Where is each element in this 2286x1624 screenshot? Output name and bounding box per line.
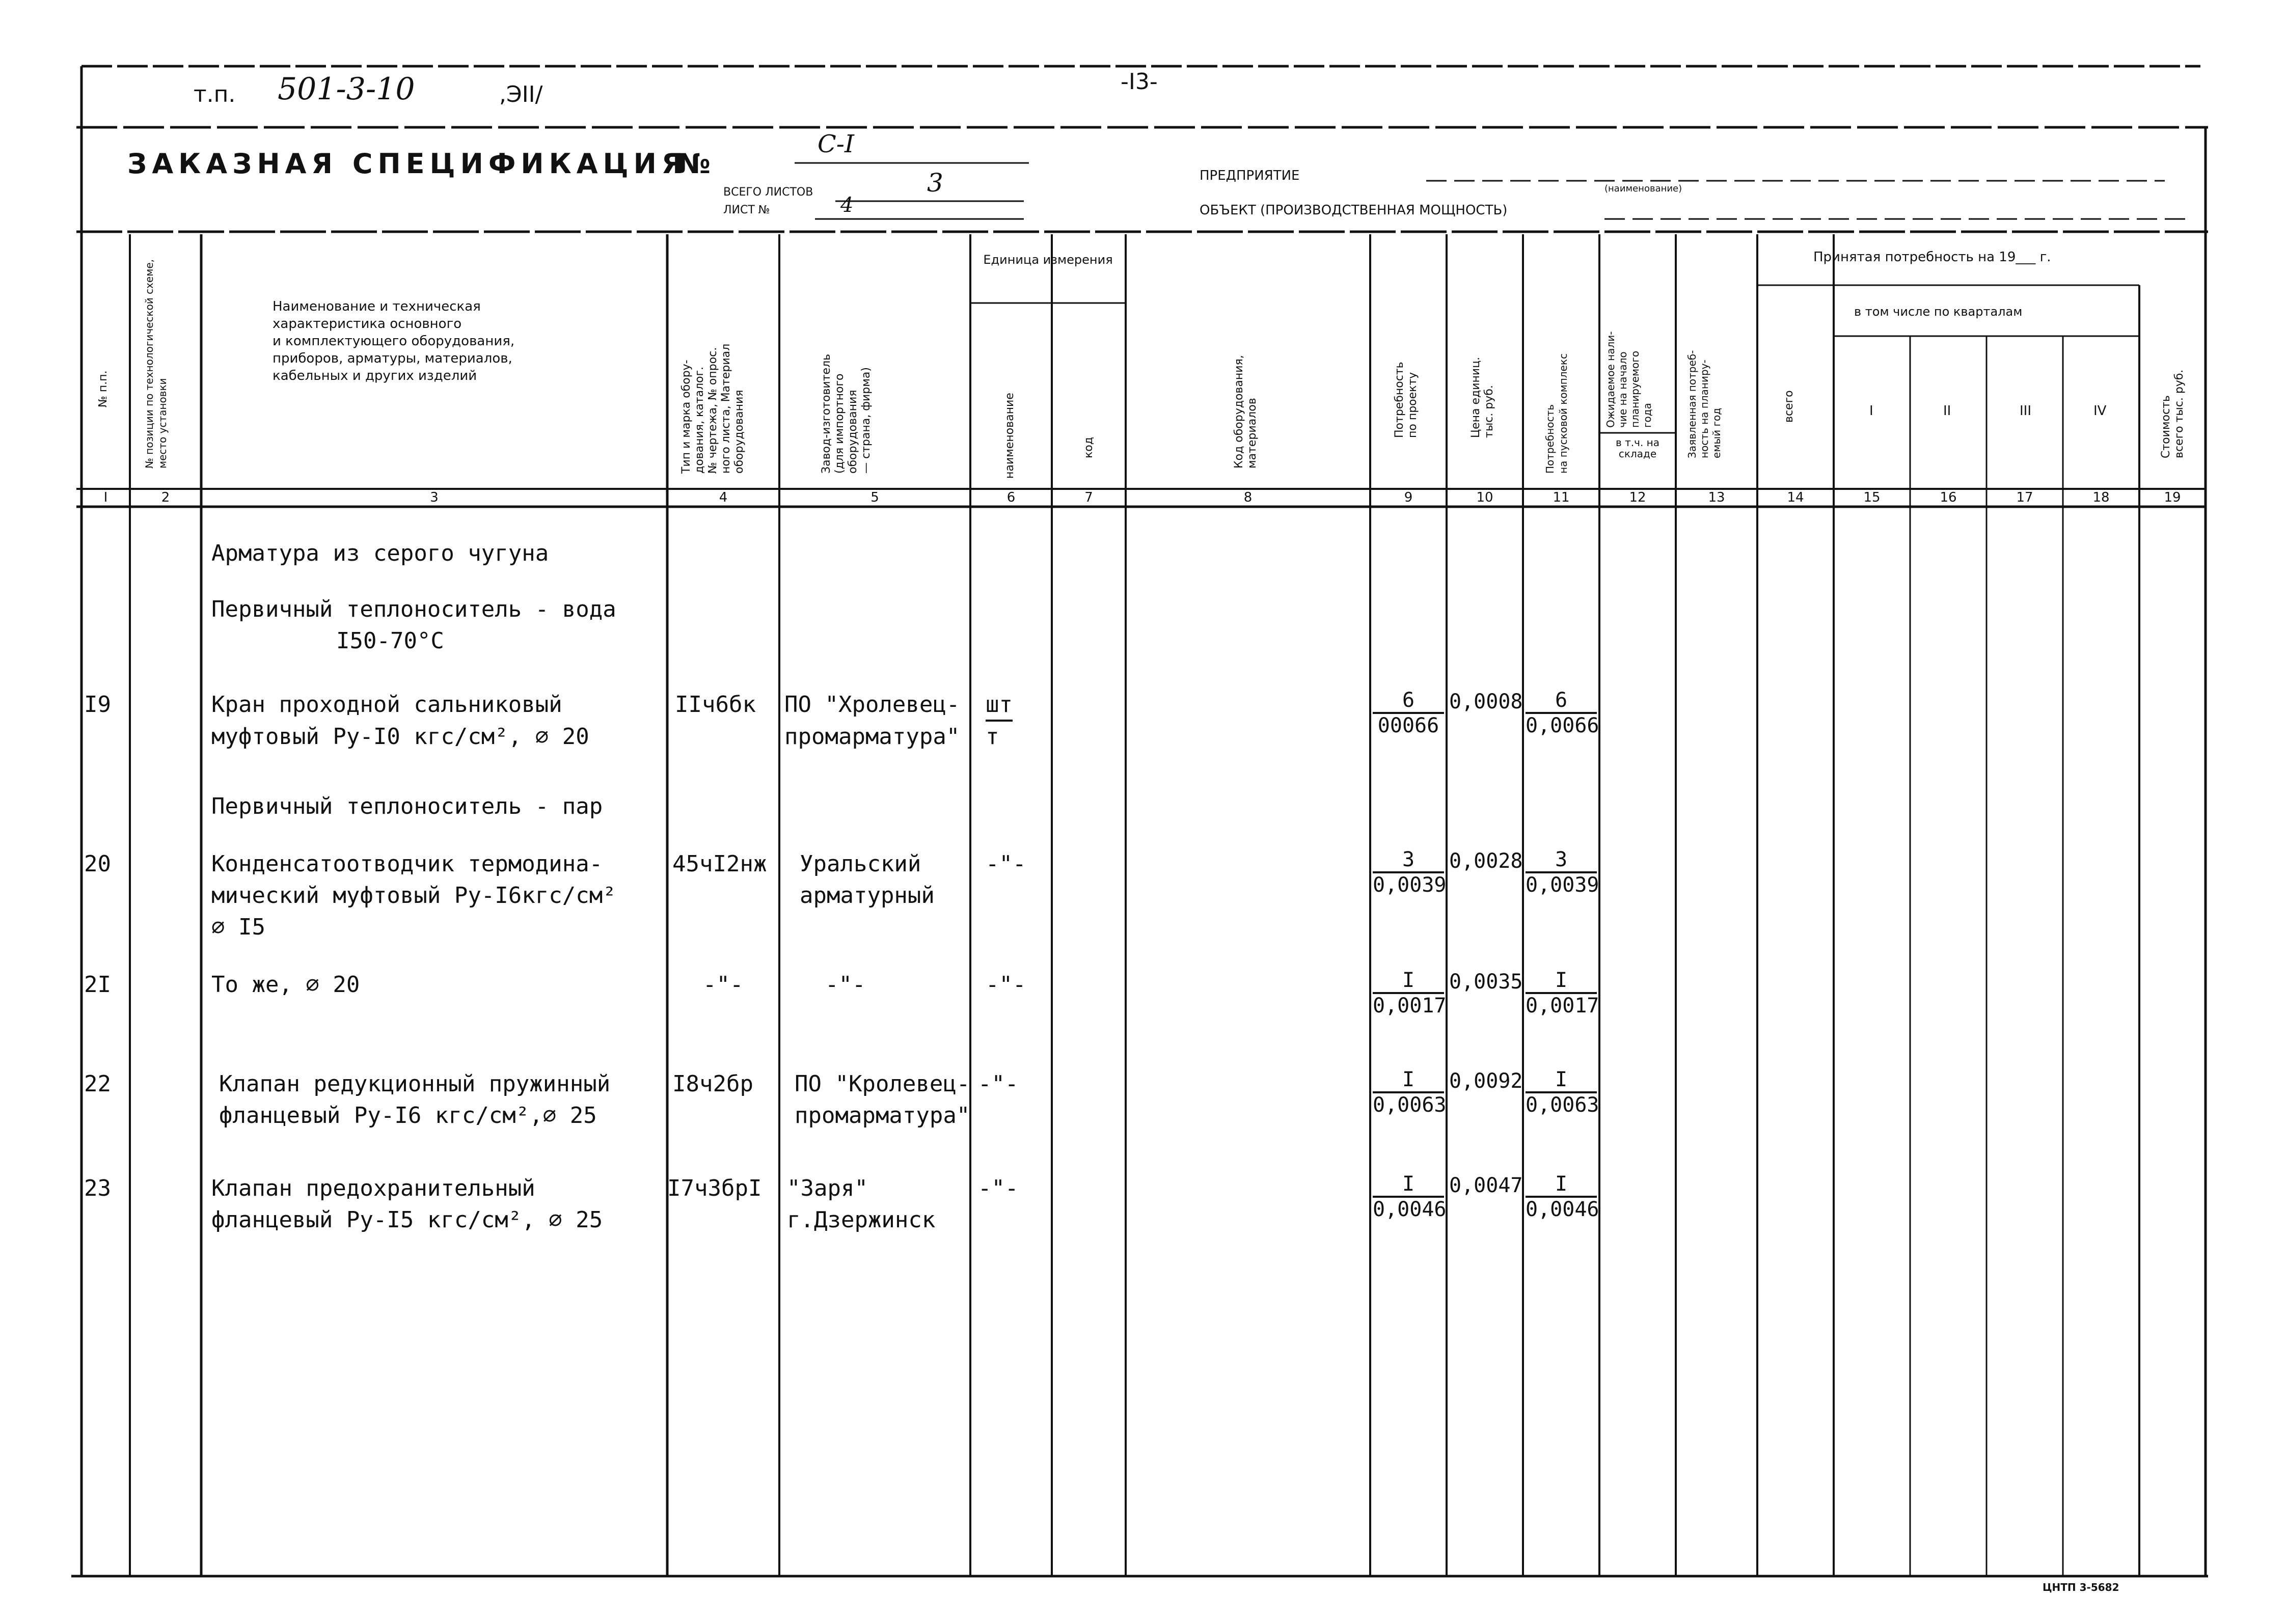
- item-maker-line: ПО "Хролевец-: [784, 692, 960, 718]
- col-header-q2: II: [1943, 403, 1951, 419]
- item-maker-line: промарматура": [795, 1103, 970, 1128]
- row-number: 20: [84, 851, 111, 877]
- col-header-8: Код оборудования, материалов: [1233, 355, 1259, 469]
- tp-suffix: ,ЭII/: [499, 81, 543, 107]
- tp-label: т.п.: [194, 81, 236, 107]
- col-number: 16: [1940, 490, 1957, 505]
- item-name-line: Клапан предохранительный: [211, 1175, 535, 1201]
- tp-number: 501-3-10: [278, 71, 415, 107]
- col-number: 9: [1404, 490, 1413, 505]
- col-header-unit-group: Единица измерения: [983, 253, 1113, 267]
- item-name-line: Кран проходной сальниковый: [211, 692, 562, 718]
- col-number: 19: [2164, 490, 2181, 505]
- total-sheets: 3: [927, 168, 943, 198]
- spec-title: ЗАКАЗНАЯ СПЕЦИФИКАЦИЯ: [127, 148, 688, 180]
- item-unit-sub: т: [986, 724, 999, 750]
- item-maker-line: арматурный: [800, 883, 935, 909]
- col-header-6: наименование: [1003, 393, 1016, 479]
- col-header-11: Потребность на пусковой комплекс: [1544, 353, 1569, 474]
- col-number: 18: [2092, 490, 2110, 505]
- item-price: 0,0092: [1449, 1069, 1523, 1093]
- item-type: I8ч2бр: [672, 1071, 753, 1097]
- col-header-10: Цена единиц. тыс. руб.: [1469, 356, 1495, 438]
- col-number: 12: [1629, 490, 1646, 505]
- col-header-9: Потребность по проекту: [1393, 362, 1419, 438]
- col-header-2: № позиции по технологической схеме, место установки: [143, 259, 169, 469]
- col-header-19: Стоимость всего тыс. руб.: [2160, 369, 2186, 458]
- col-header-q4: IV: [2093, 403, 2107, 419]
- total-sheets-label: ВСЕГО ЛИСТОВ: [723, 186, 813, 199]
- need-fraction: $\frac{I}{0,0063}$: [1373, 1068, 1447, 1117]
- row-number: 23: [84, 1175, 111, 1201]
- start-fraction: $\frac{I}{0,0063}$: [1526, 1068, 1599, 1117]
- col-header-5: Завод-изготовитель (для импортного оборудования — страна, фирма): [820, 353, 873, 474]
- row-number: 2I: [84, 972, 111, 998]
- item-unit: -"-: [978, 1071, 1019, 1097]
- col-header-12: Ожидаемое нали- чие на начало планируемого года: [1604, 331, 1653, 428]
- col-number: 2: [161, 490, 170, 505]
- row-number: I9: [84, 692, 111, 718]
- row-number: 22: [84, 1071, 111, 1097]
- col-number: 3: [430, 490, 439, 505]
- section-heading: Первичный теплоноситель - пар: [211, 793, 603, 819]
- item-name-line: ∅ I5: [211, 914, 265, 940]
- item-type: -"-: [703, 972, 744, 998]
- start-fraction: $\frac{I}{0,0017}$: [1526, 969, 1599, 1017]
- item-name-line: фланцевый Ру-I6 кгс/см²,∅ 25: [219, 1103, 597, 1128]
- col-header-1: № п.п.: [97, 370, 110, 407]
- col-header-4: Тип и марка обору- дования, каталог. № чертежа, № опрос. ного листа, Материал оборудования: [680, 343, 746, 474]
- col-header-7: код: [1082, 437, 1095, 458]
- item-maker-line: Уральский: [800, 851, 921, 877]
- need-fraction: $\frac{I}{0,0017}$: [1373, 969, 1447, 1017]
- start-fraction: $\frac{3}{0,0039}$: [1526, 848, 1599, 897]
- item-type: I7ч3брI: [667, 1175, 762, 1201]
- col-header-13: Заявленная потреб- ность на планиру- емый год: [1686, 350, 1723, 458]
- item-price: 0,0047: [1449, 1174, 1523, 1197]
- section-heading: Первичный теплоноситель - вода: [211, 596, 616, 622]
- col-number: 7: [1084, 490, 1093, 505]
- col-number: 17: [2016, 490, 2033, 505]
- item-name-line: муфтовый Ру-I0 кгс/см², ∅ 20: [211, 724, 589, 750]
- item-maker-line: промарматура": [784, 724, 960, 750]
- col-number: 6: [1006, 490, 1016, 505]
- item-name-line: Конденсатоотводчик термодина-: [211, 851, 603, 877]
- item-price: 0,0008: [1449, 690, 1523, 713]
- section-heading: Арматура из серого чугуна: [211, 540, 549, 566]
- page-number: -I3-: [1121, 69, 1158, 95]
- spec-number: С-I: [818, 130, 854, 158]
- col-number: 11: [1553, 490, 1570, 505]
- object-label: ОБЪЕКТ (ПРОИЗВОДСТВЕННАЯ МОЩНОСТЬ): [1200, 203, 1508, 218]
- footer-code: ЦНТП 3-5682: [2043, 1581, 2119, 1593]
- item-maker-line: -"-: [825, 972, 866, 998]
- col-header-3: Наименование и техническая характеристика основного и комплектующего оборудования, приборов, арматуры, материалов, кабельных и других изделий: [273, 299, 515, 383]
- item-unit: -"-: [986, 851, 1026, 877]
- item-name-line: Клапан редукционный пружинный: [219, 1071, 611, 1097]
- sheet-number: 4: [840, 194, 854, 217]
- start-fraction: $\frac{6}{0,0066}$: [1526, 689, 1599, 737]
- section-heading-temp: I50-70°С: [336, 628, 444, 654]
- item-maker-line: г.Дзержинск: [787, 1207, 936, 1233]
- need-fraction: $\frac{6}{00066}$: [1373, 689, 1444, 737]
- item-maker-line: "Заря": [787, 1175, 868, 1201]
- col-header-quarters: в том числе по кварталам: [1854, 305, 2023, 319]
- item-name-line: фланцевый Ру-I5 кгс/см², ∅ 25: [211, 1207, 603, 1233]
- col-header-accepted: Принятая потребность на 19___ г.: [1813, 250, 2051, 265]
- col-number: 4: [719, 490, 728, 505]
- col-header-q1: I: [1869, 403, 1873, 419]
- col-number: 14: [1787, 490, 1804, 505]
- col-number: 8: [1243, 490, 1253, 505]
- sheet-label: ЛИСТ №: [723, 204, 770, 216]
- col-header-14: всего: [1783, 390, 1795, 423]
- item-name-line: То же, ∅ 20: [211, 972, 360, 998]
- spec-number-label: №: [677, 148, 716, 180]
- col-number: 5: [870, 490, 879, 505]
- col-number: 10: [1476, 490, 1493, 505]
- item-price: 0,0028: [1449, 849, 1523, 873]
- col-number: 15: [1863, 490, 1881, 505]
- start-fraction: $\frac{I}{0,0046}$: [1526, 1172, 1599, 1221]
- item-unit: -"-: [978, 1175, 1019, 1201]
- item-maker-line: ПО "Кролевец-: [795, 1071, 970, 1097]
- name-hint: (наименование): [1604, 183, 1682, 194]
- need-fraction: $\frac{I}{0,0046}$: [1373, 1172, 1447, 1221]
- item-unit: шт: [986, 690, 1013, 722]
- col-number: I: [103, 490, 108, 505]
- col-number: 13: [1708, 490, 1725, 505]
- item-type: IIч6бк: [675, 692, 756, 718]
- need-fraction: $\frac{3}{0,0039}$: [1373, 848, 1447, 897]
- item-price: 0,0035: [1449, 970, 1523, 994]
- item-type: 45чI2нж: [672, 851, 767, 877]
- enterprise-label: ПРЕДПРИЯТИЕ: [1200, 168, 1300, 183]
- col-header-12b: в т.ч. на складе: [1615, 436, 1659, 460]
- item-unit: -"-: [986, 972, 1026, 998]
- item-name-line: мический муфтовый Ру-I6кгс/см²: [211, 883, 616, 909]
- col-header-q3: III: [2020, 403, 2032, 419]
